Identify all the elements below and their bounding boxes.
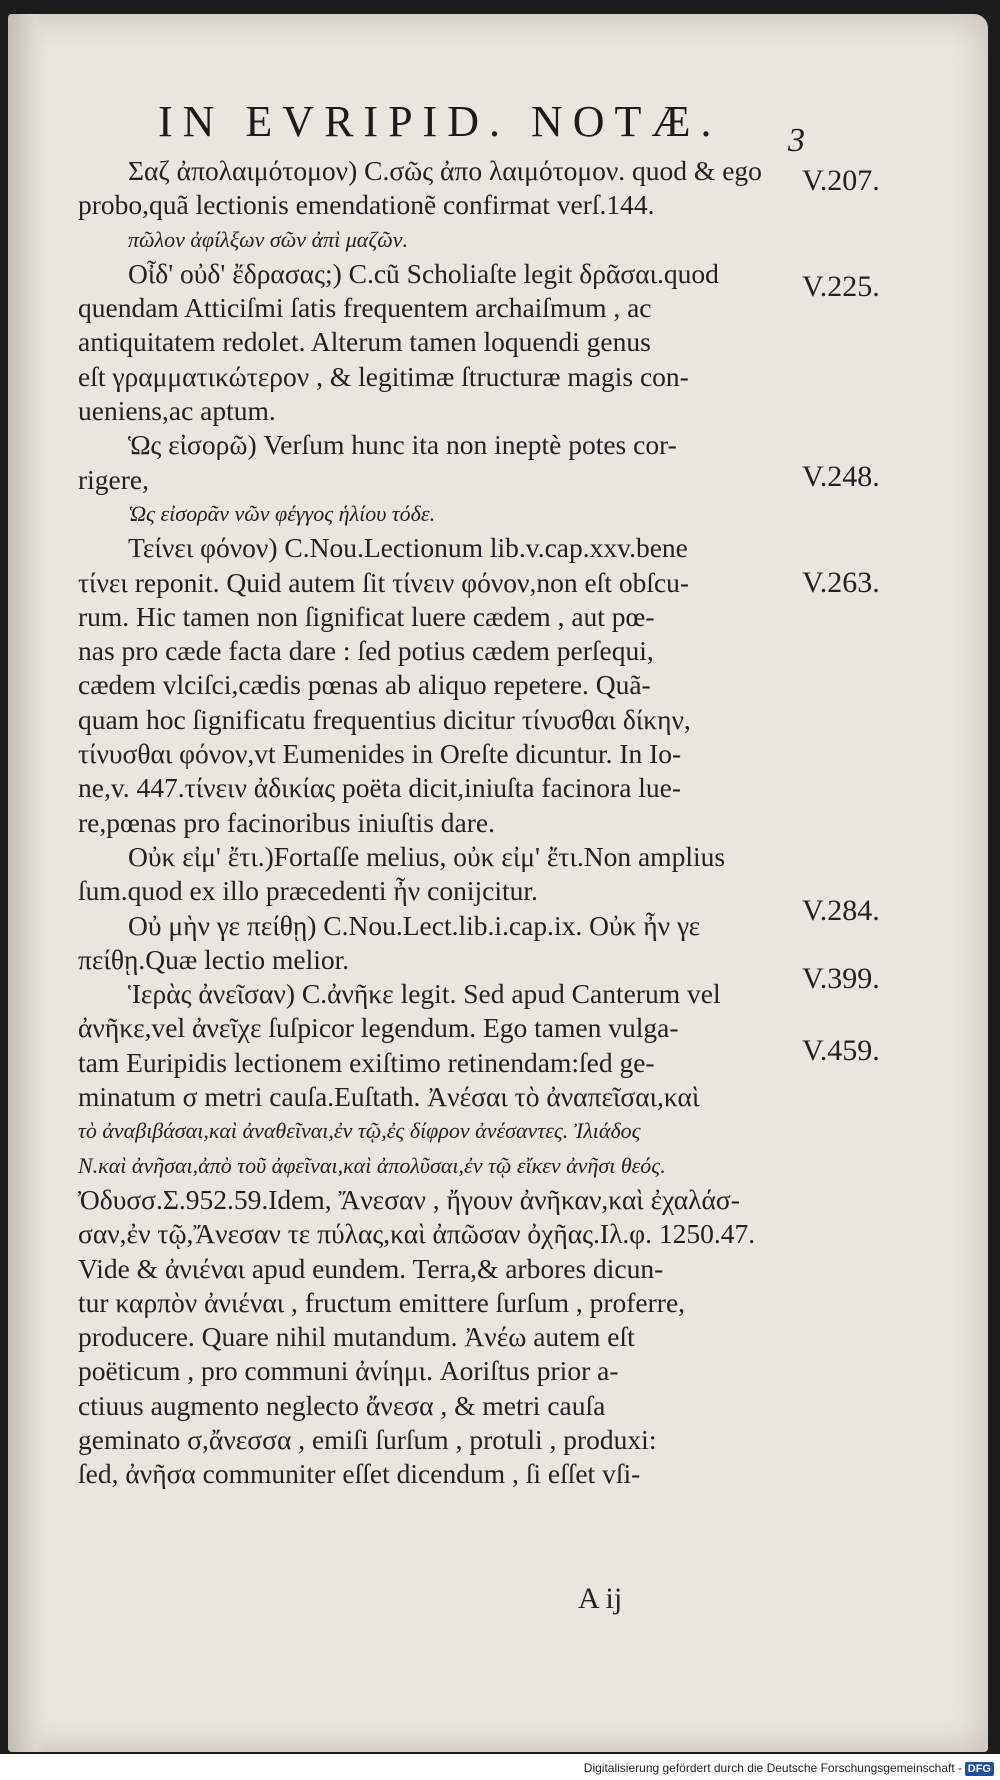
text-line: re,pœnas pro facinoribus iniuſtis dare. bbox=[78, 806, 495, 838]
text-line: antiquitatem redolet. Alterum tamen loquendi genus bbox=[78, 326, 651, 358]
funding-credit: Digitalisierung gefördert durch die Deutsche Forschungsgemeinschaft - bbox=[583, 1761, 962, 1775]
text-line: τὸ ἀναβιβάσαι,καὶ ἀναθεῖναι,ἐν τῷ,ἐς δίφρον ἀνέσαντες. Ἰλιάδος bbox=[78, 1118, 641, 1144]
text-line: minatum σ metri cauſa.Euſtath. Ἀνέσαι τὸ ἀναπεῖσαι,καὶ bbox=[78, 1081, 700, 1113]
text-line: Ὡς εἰσορᾶν νῶν φέγγος ἡλίου τόδε. bbox=[128, 500, 436, 526]
text-line: cædem vlciſci,cædis pœnas ab aliquo repetere. Quã- bbox=[78, 669, 651, 701]
text-line: τίνει reponit. Quid autem ſit τίνειν φόνον,non eſt obſcu- bbox=[78, 566, 690, 598]
text-line: tur καρπὸν ἀνιέναι , fructum emittere ſurſum , proferre, bbox=[78, 1286, 686, 1318]
text-line: ſum.quod ex illo præcedenti ἦν conijcitur. bbox=[78, 875, 538, 907]
text-line: Τείνει φόνον) C.Nou.Lectionum lib.v.cap.xxv.bene bbox=[128, 532, 688, 564]
text-line: Ὀδυσσ.Σ.952.59.Idem, Ἄνεσαν , ἤγουν ἀνῆκαν,καὶ ἐχαλάσ- bbox=[78, 1183, 740, 1215]
text-line: Οὐκ εἰμ' ἔτι.)Fortaſſe melius, οὐκ εἰμ' ἔτι.Non amplius bbox=[128, 840, 726, 872]
binding-shadow bbox=[8, 14, 46, 1752]
text-line: Vide & ἀνιέναι apud eundem. Terra,& arbores dicun- bbox=[78, 1252, 664, 1284]
text-line: poëticum , pro communi ἀνίημι. Aoriſtus prior a- bbox=[78, 1355, 619, 1387]
text-line: producere. Quare nihil mutandum. Ἀνέω autem eſt bbox=[78, 1321, 635, 1353]
page-number: 3 bbox=[788, 122, 805, 159]
margin-verse-ref: V.263. bbox=[802, 566, 880, 599]
text-line: πῶλον ἀφίλξων σῶν ἀπὶ μαζῶν. bbox=[128, 226, 409, 252]
text-line: quendam Atticiſmi ſatis frequentem archaiſmum , ac bbox=[78, 292, 652, 324]
text-line: Οἶδ' οὐδ' ἔδρασας;) C.cũ Scholiaſte legit δρᾶσαι.quod bbox=[128, 257, 719, 289]
credit-bar bbox=[0, 1754, 1000, 1780]
text-line: τίνυσθαι φόνον,vt Eumenides in Oreſte dicuntur. In Io- bbox=[78, 738, 682, 770]
margin-verse-ref: V.207. bbox=[802, 164, 880, 197]
margin-verse-ref: V.459. bbox=[802, 1034, 880, 1067]
text-line: ſed, ἀνῆσα communiter eſſet dicendum , ſi eſſet vſi- bbox=[78, 1458, 641, 1490]
text-line: Ἱερὰς ἀνεῖσαν) C.ἀνῆκε legit. Sed apud Canterum vel bbox=[128, 978, 721, 1010]
signature-mark: A ij bbox=[578, 1582, 623, 1615]
text-line: Σαζ ἀπολαιμότομον) C.σῶς ἀπο λαιμότομον. quod & ego bbox=[128, 155, 762, 186]
text-line: ἀνῆκε,vel ἀνεῖχε ſuſpicor legendum. Ego tamen vulga- bbox=[78, 1012, 679, 1044]
margin-verse-ref: V.225. bbox=[802, 270, 880, 303]
text-line: σαν,ἐν τῷ,Ἄνεσαν τε πύλας,καὶ ἀπῶσαν ὀχῆας.Ιλ.φ. 1250.47. bbox=[78, 1218, 756, 1250]
text-line: nas pro cæde facta dare : ſed potius cædem perſequi, bbox=[78, 635, 654, 667]
text-line: tam Euripidis lectionem exiſtimo retinendam:ſed ge- bbox=[78, 1046, 655, 1078]
margin-verse-ref: V.248. bbox=[802, 460, 880, 493]
running-head: IN EVRIPID. NOTÆ. bbox=[158, 97, 722, 146]
text-line: Ν.καὶ ἀνῆσαι,ἀπὸ τοῦ ἀφεῖναι,καὶ ἀπολῦσαι,ἐν τῷ εἴκεν ἀνῆσι θεός. bbox=[78, 1152, 666, 1178]
text-line: Ὡς εἰσορῶ) Verſum hunc ita non ineptè potes cor- bbox=[128, 429, 677, 461]
book-page bbox=[8, 14, 988, 1752]
text-line: πείθῃ.Quæ lectio melior. bbox=[78, 943, 350, 975]
text-line: ctiuus augmento neglecto ἄνεσα , & metri cauſa bbox=[78, 1389, 606, 1421]
text-line: rigere, bbox=[78, 463, 149, 495]
dfg-logo-icon: DFG bbox=[965, 1762, 994, 1776]
text-line: rum. Hic tamen non ſignificat luere cædem , aut pœ- bbox=[78, 600, 655, 632]
text-line: geminato σ,ἄνεσσα , emiſi ſurſum , protuli , produxi: bbox=[78, 1423, 657, 1455]
margin-verse-ref: V.399. bbox=[802, 962, 880, 995]
text-line: ne,v. 447.τίνειν ἀδικίας poëta dicit,iniuſta facinora lue- bbox=[78, 772, 682, 804]
margin-verse-ref: V.284. bbox=[802, 894, 880, 927]
body-text bbox=[78, 154, 798, 1492]
text-line: eſt γραμματικώτερον , & legitimæ ſtructuræ magis con- bbox=[78, 360, 689, 392]
text-line: quam hoc ſignificatu frequentius dicitur τίνυσθαι δίκην, bbox=[78, 703, 691, 735]
text-line: ueniens,ac aptum. bbox=[78, 395, 276, 427]
text-line: probo,quã lectionis emendationẽ confirmat verſ.144. bbox=[78, 189, 655, 221]
text-line: Οὐ μὴν γε πείθῃ) C.Nou.Lect.lib.i.cap.ix. Οὐκ ἦν γε bbox=[128, 909, 701, 941]
